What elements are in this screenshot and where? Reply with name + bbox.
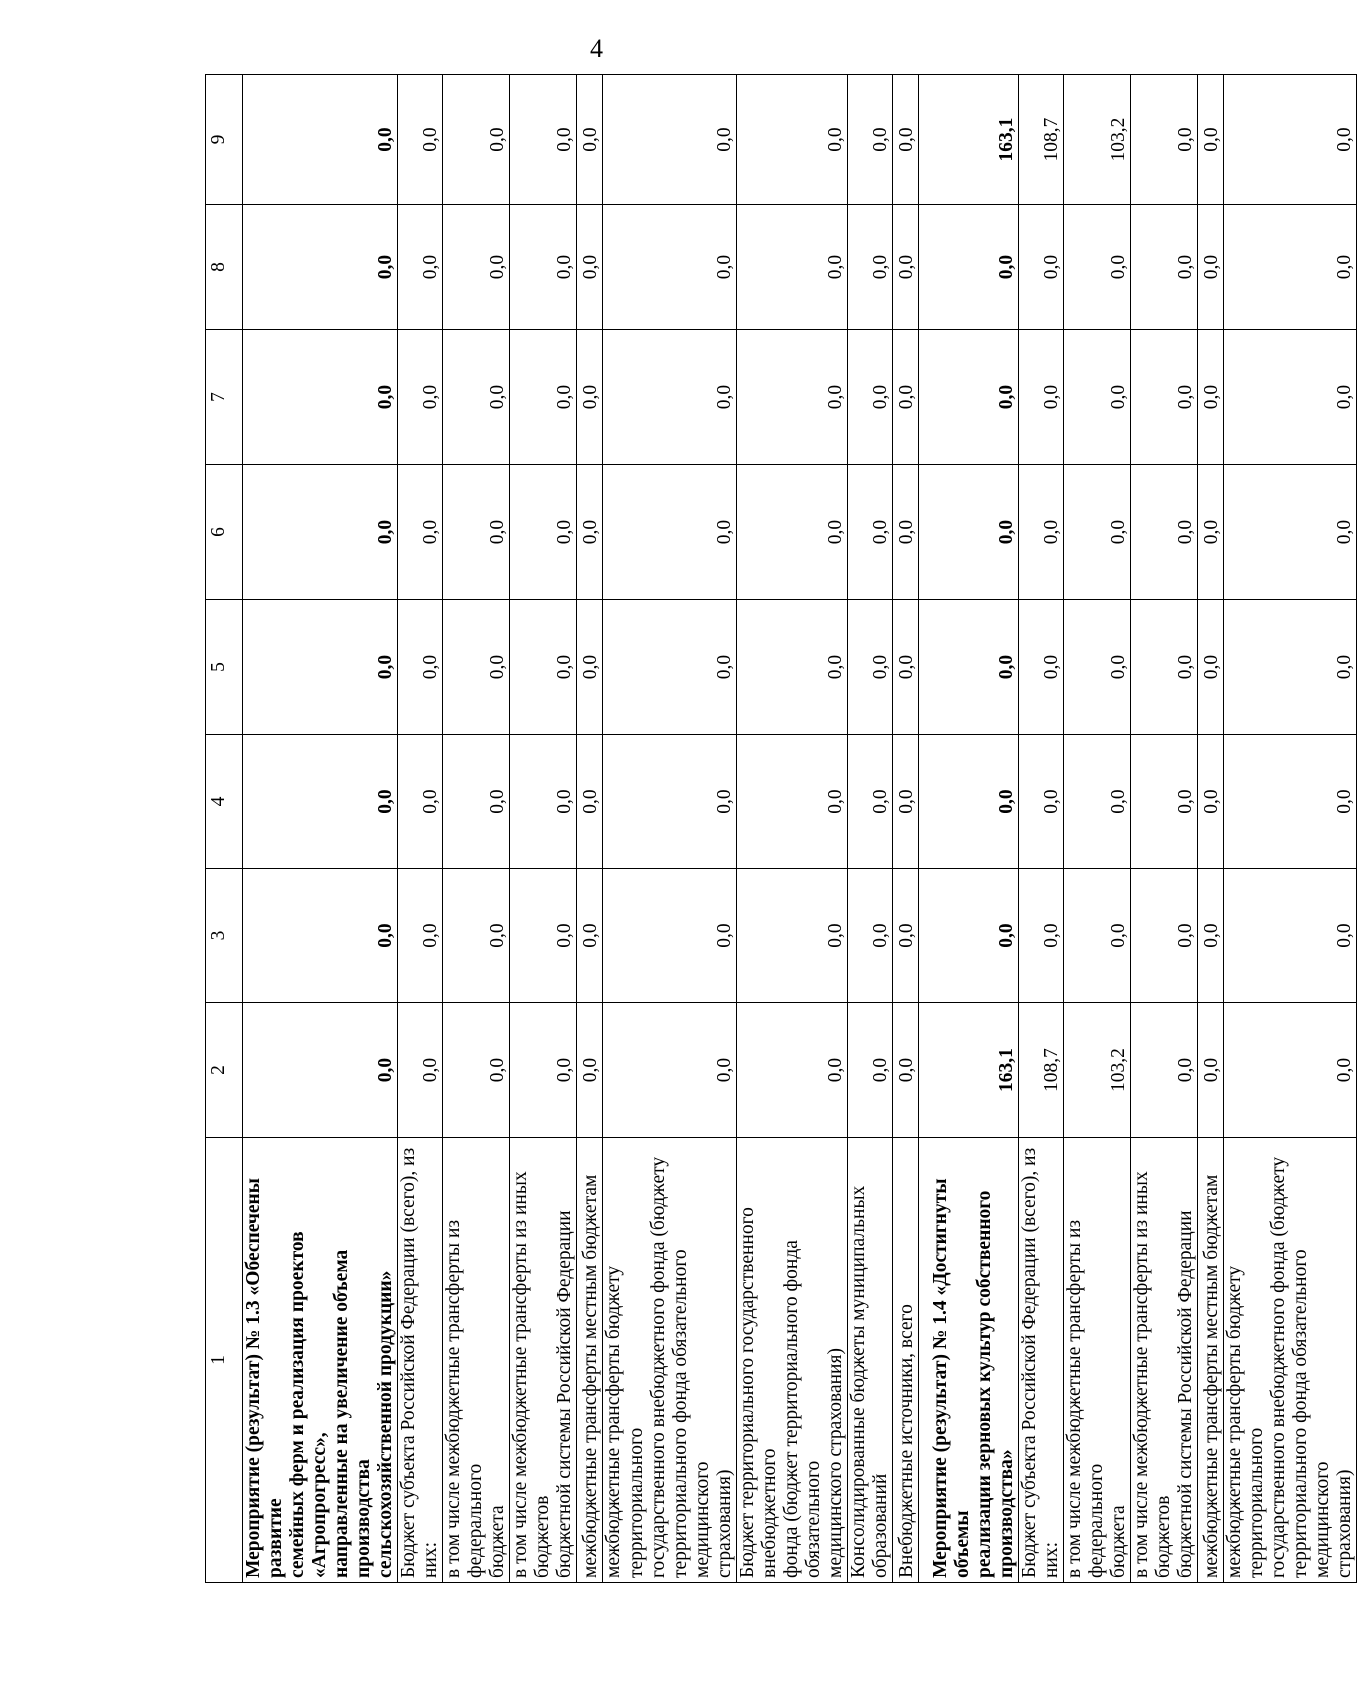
- value-cell: 0,0: [1018, 465, 1063, 600]
- value-cell: 0,0: [1131, 205, 1198, 330]
- column-header: 2: [206, 1003, 243, 1138]
- value-cell: 0,0: [398, 75, 443, 205]
- value-cell: 0,0: [443, 465, 510, 600]
- value-cell: 0,0: [1063, 600, 1130, 735]
- row-label: Внебюджетные источники, всего: [892, 1138, 918, 1583]
- row-label: Консолидированные бюджеты муниципальных образований: [847, 1138, 892, 1583]
- value-cell: 0,0: [603, 869, 736, 1003]
- value-cell: 0,0: [847, 869, 892, 1003]
- value-cell: 0,0: [603, 600, 736, 735]
- value-cell: 0,0: [847, 465, 892, 600]
- value-cell: 0,0: [736, 205, 847, 330]
- value-cell: 0,0: [1224, 330, 1357, 465]
- value-cell: 0,0: [1198, 330, 1224, 465]
- value-cell: 0,0: [510, 600, 577, 735]
- value-cell: 0,0: [443, 735, 510, 869]
- value-cell: 0,0: [1198, 869, 1224, 1003]
- value-cell: 0,0: [736, 600, 847, 735]
- value-cell: 0,0: [603, 75, 736, 205]
- value-cell: 0,0: [918, 600, 1018, 735]
- table-row: [243, 75, 398, 1583]
- value-cell: 0,0: [510, 205, 577, 330]
- value-cell: 108,7: [1018, 75, 1063, 205]
- value-cell: 0,0: [1131, 465, 1198, 600]
- column-header: 3: [206, 869, 243, 1003]
- row-label: в том числе межбюджетные трансферты из федерального бюджета: [1063, 1138, 1130, 1583]
- value-cell: 0,0: [736, 735, 847, 869]
- value-cell: 163,1: [918, 75, 1018, 205]
- value-cell: 163,1: [918, 1003, 1018, 1138]
- table-row: [577, 75, 603, 1583]
- row-label: Бюджет территориального государственного внебюджетного фонда (бюджет территориального фонда обязательного медицинского страхования): [736, 1138, 847, 1583]
- value-cell: 0,0: [1198, 205, 1224, 330]
- row-label: межбюджетные трансферты бюджету территориального государственного внебюджетного фонда (бюджету территориального фонда обязательного медицинского страхования): [603, 1138, 736, 1583]
- value-cell: 0,0: [1131, 600, 1198, 735]
- value-cell: 0,0: [918, 205, 1018, 330]
- value-cell: 0,0: [1131, 75, 1198, 205]
- value-cell: 0,0: [243, 735, 398, 869]
- value-cell: 0,0: [1063, 465, 1130, 600]
- value-cell: 0,0: [1198, 735, 1224, 869]
- value-cell: 0,0: [736, 75, 847, 205]
- value-cell: 0,0: [1224, 75, 1357, 205]
- value-cell: 0,0: [1198, 465, 1224, 600]
- value-cell: 0,0: [892, 205, 918, 330]
- value-cell: 0,0: [1018, 330, 1063, 465]
- value-cell: 108,7: [1018, 1003, 1063, 1138]
- value-cell: 0,0: [603, 330, 736, 465]
- value-cell: 0,0: [918, 330, 1018, 465]
- table-row: [510, 75, 577, 1583]
- table-row: [603, 75, 736, 1583]
- value-cell: 0,0: [603, 735, 736, 869]
- value-cell: 0,0: [736, 869, 847, 1003]
- value-cell: 0,0: [1063, 735, 1130, 869]
- value-cell: 0,0: [398, 735, 443, 869]
- value-cell: 0,0: [1131, 869, 1198, 1003]
- budget-table: [205, 74, 1357, 1583]
- value-cell: 0,0: [1018, 600, 1063, 735]
- value-cell: 103,2: [1063, 75, 1130, 205]
- value-cell: 0,0: [577, 1003, 603, 1138]
- value-cell: 0,0: [1131, 1003, 1198, 1138]
- value-cell: 0,0: [510, 735, 577, 869]
- table-row: [736, 75, 847, 1583]
- row-label: в том числе межбюджетные трансферты из иных бюджетов бюджетной системы Российской Федерации: [510, 1138, 577, 1583]
- value-cell: 0,0: [1198, 1003, 1224, 1138]
- value-cell: 0,0: [443, 869, 510, 1003]
- column-header: 5: [206, 600, 243, 735]
- table-row: [1131, 75, 1198, 1583]
- value-cell: 0,0: [443, 600, 510, 735]
- row-label: Мероприятие (результат) № 1.3 «Обеспечены развитие семейных ферм и реализация проектов «Агропрогресс», направленные на увеличение объема производства сельскохозяйственной продукции»: [243, 1138, 398, 1583]
- value-cell: 0,0: [510, 1003, 577, 1138]
- value-cell: 0,0: [847, 1003, 892, 1138]
- value-cell: 0,0: [510, 869, 577, 1003]
- value-cell: 0,0: [918, 735, 1018, 869]
- value-cell: 0,0: [892, 465, 918, 600]
- value-cell: 0,0: [510, 75, 577, 205]
- value-cell: 0,0: [603, 465, 736, 600]
- table-row: [847, 75, 892, 1583]
- value-cell: 0,0: [243, 330, 398, 465]
- value-cell: 0,0: [398, 465, 443, 600]
- value-cell: 0,0: [577, 600, 603, 735]
- value-cell: 0,0: [577, 465, 603, 600]
- value-cell: 0,0: [398, 1003, 443, 1138]
- value-cell: 0,0: [577, 330, 603, 465]
- value-cell: 0,0: [1224, 600, 1357, 735]
- column-header: 6: [206, 465, 243, 600]
- value-cell: 0,0: [243, 1003, 398, 1138]
- value-cell: 0,0: [603, 1003, 736, 1138]
- table-row: [443, 75, 510, 1583]
- value-cell: 0,0: [1198, 600, 1224, 735]
- value-cell: 0,0: [398, 205, 443, 330]
- value-cell: 0,0: [892, 75, 918, 205]
- value-cell: 0,0: [398, 600, 443, 735]
- column-header: 4: [206, 735, 243, 869]
- value-cell: 0,0: [577, 869, 603, 1003]
- value-cell: 0,0: [1131, 735, 1198, 869]
- value-cell: 0,0: [1224, 465, 1357, 600]
- value-cell: 0,0: [243, 869, 398, 1003]
- page-number: 4: [590, 34, 603, 63]
- column-header: 8: [206, 205, 243, 330]
- table-row: [1224, 75, 1357, 1583]
- column-header: 7: [206, 330, 243, 465]
- value-cell: 0,0: [398, 869, 443, 1003]
- table-row: [918, 75, 1018, 1583]
- table-row: [892, 75, 918, 1583]
- value-cell: 0,0: [510, 465, 577, 600]
- value-cell: 0,0: [892, 330, 918, 465]
- table-row: [1018, 75, 1063, 1583]
- column-header: 9: [206, 75, 243, 205]
- row-label: в том числе межбюджетные трансферты из федерального бюджета: [443, 1138, 510, 1583]
- value-cell: 0,0: [398, 330, 443, 465]
- table-container: [205, 75, 1356, 1583]
- table-row: [1198, 75, 1224, 1583]
- value-cell: 0,0: [1224, 869, 1357, 1003]
- value-cell: 0,0: [918, 869, 1018, 1003]
- value-cell: 0,0: [577, 75, 603, 205]
- row-label: Мероприятие (результат) № 1.4 «Достигнуты объемы реализации зерновых культур собственного производства»: [918, 1138, 1018, 1583]
- value-cell: 0,0: [736, 330, 847, 465]
- value-cell: 0,0: [443, 1003, 510, 1138]
- value-cell: 0,0: [892, 600, 918, 735]
- value-cell: 0,0: [443, 330, 510, 465]
- value-cell: 0,0: [243, 205, 398, 330]
- value-cell: 0,0: [1198, 75, 1224, 205]
- value-cell: 0,0: [892, 735, 918, 869]
- value-cell: 0,0: [603, 205, 736, 330]
- value-cell: 0,0: [736, 465, 847, 600]
- value-cell: 0,0: [847, 735, 892, 869]
- value-cell: 0,0: [243, 75, 398, 205]
- value-cell: 0,0: [847, 330, 892, 465]
- value-cell: 0,0: [918, 465, 1018, 600]
- row-label: межбюджетные трансферты местным бюджетам: [577, 1138, 603, 1583]
- value-cell: 0,0: [577, 205, 603, 330]
- value-cell: 0,0: [243, 465, 398, 600]
- value-cell: 0,0: [1224, 735, 1357, 869]
- value-cell: 0,0: [1018, 735, 1063, 869]
- value-cell: 0,0: [1224, 1003, 1357, 1138]
- value-cell: 0,0: [736, 1003, 847, 1138]
- value-cell: 0,0: [847, 600, 892, 735]
- value-cell: 0,0: [510, 330, 577, 465]
- value-cell: 103,2: [1063, 1003, 1130, 1138]
- value-cell: 0,0: [577, 735, 603, 869]
- row-label: Бюджет субъекта Российской Федерации (всего), из них:: [398, 1138, 443, 1583]
- value-cell: 0,0: [443, 205, 510, 330]
- value-cell: 0,0: [1018, 869, 1063, 1003]
- table-row: [398, 75, 443, 1583]
- value-cell: 0,0: [1018, 205, 1063, 330]
- row-label: в том числе межбюджетные трансферты из иных бюджетов бюджетной системы Российской Федерации: [1131, 1138, 1198, 1583]
- value-cell: 0,0: [892, 1003, 918, 1138]
- value-cell: 0,0: [443, 75, 510, 205]
- value-cell: 0,0: [1224, 205, 1357, 330]
- value-cell: 0,0: [1063, 869, 1130, 1003]
- column-header: 1: [206, 1138, 243, 1583]
- row-label: межбюджетные трансферты бюджету территориального государственного внебюджетного фонда (бюджету территориального фонда обязательного медицинского страхования): [1224, 1138, 1357, 1583]
- value-cell: 0,0: [847, 75, 892, 205]
- table-row: [1063, 75, 1130, 1583]
- table-header-row: [206, 75, 243, 1583]
- value-cell: 0,0: [1063, 330, 1130, 465]
- row-label: Бюджет субъекта Российской Федерации (всего), из них:: [1018, 1138, 1063, 1583]
- value-cell: 0,0: [243, 600, 398, 735]
- value-cell: 0,0: [1131, 330, 1198, 465]
- value-cell: 0,0: [1063, 205, 1130, 330]
- value-cell: 0,0: [892, 869, 918, 1003]
- value-cell: 0,0: [847, 205, 892, 330]
- row-label: межбюджетные трансферты местным бюджетам: [1198, 1138, 1224, 1583]
